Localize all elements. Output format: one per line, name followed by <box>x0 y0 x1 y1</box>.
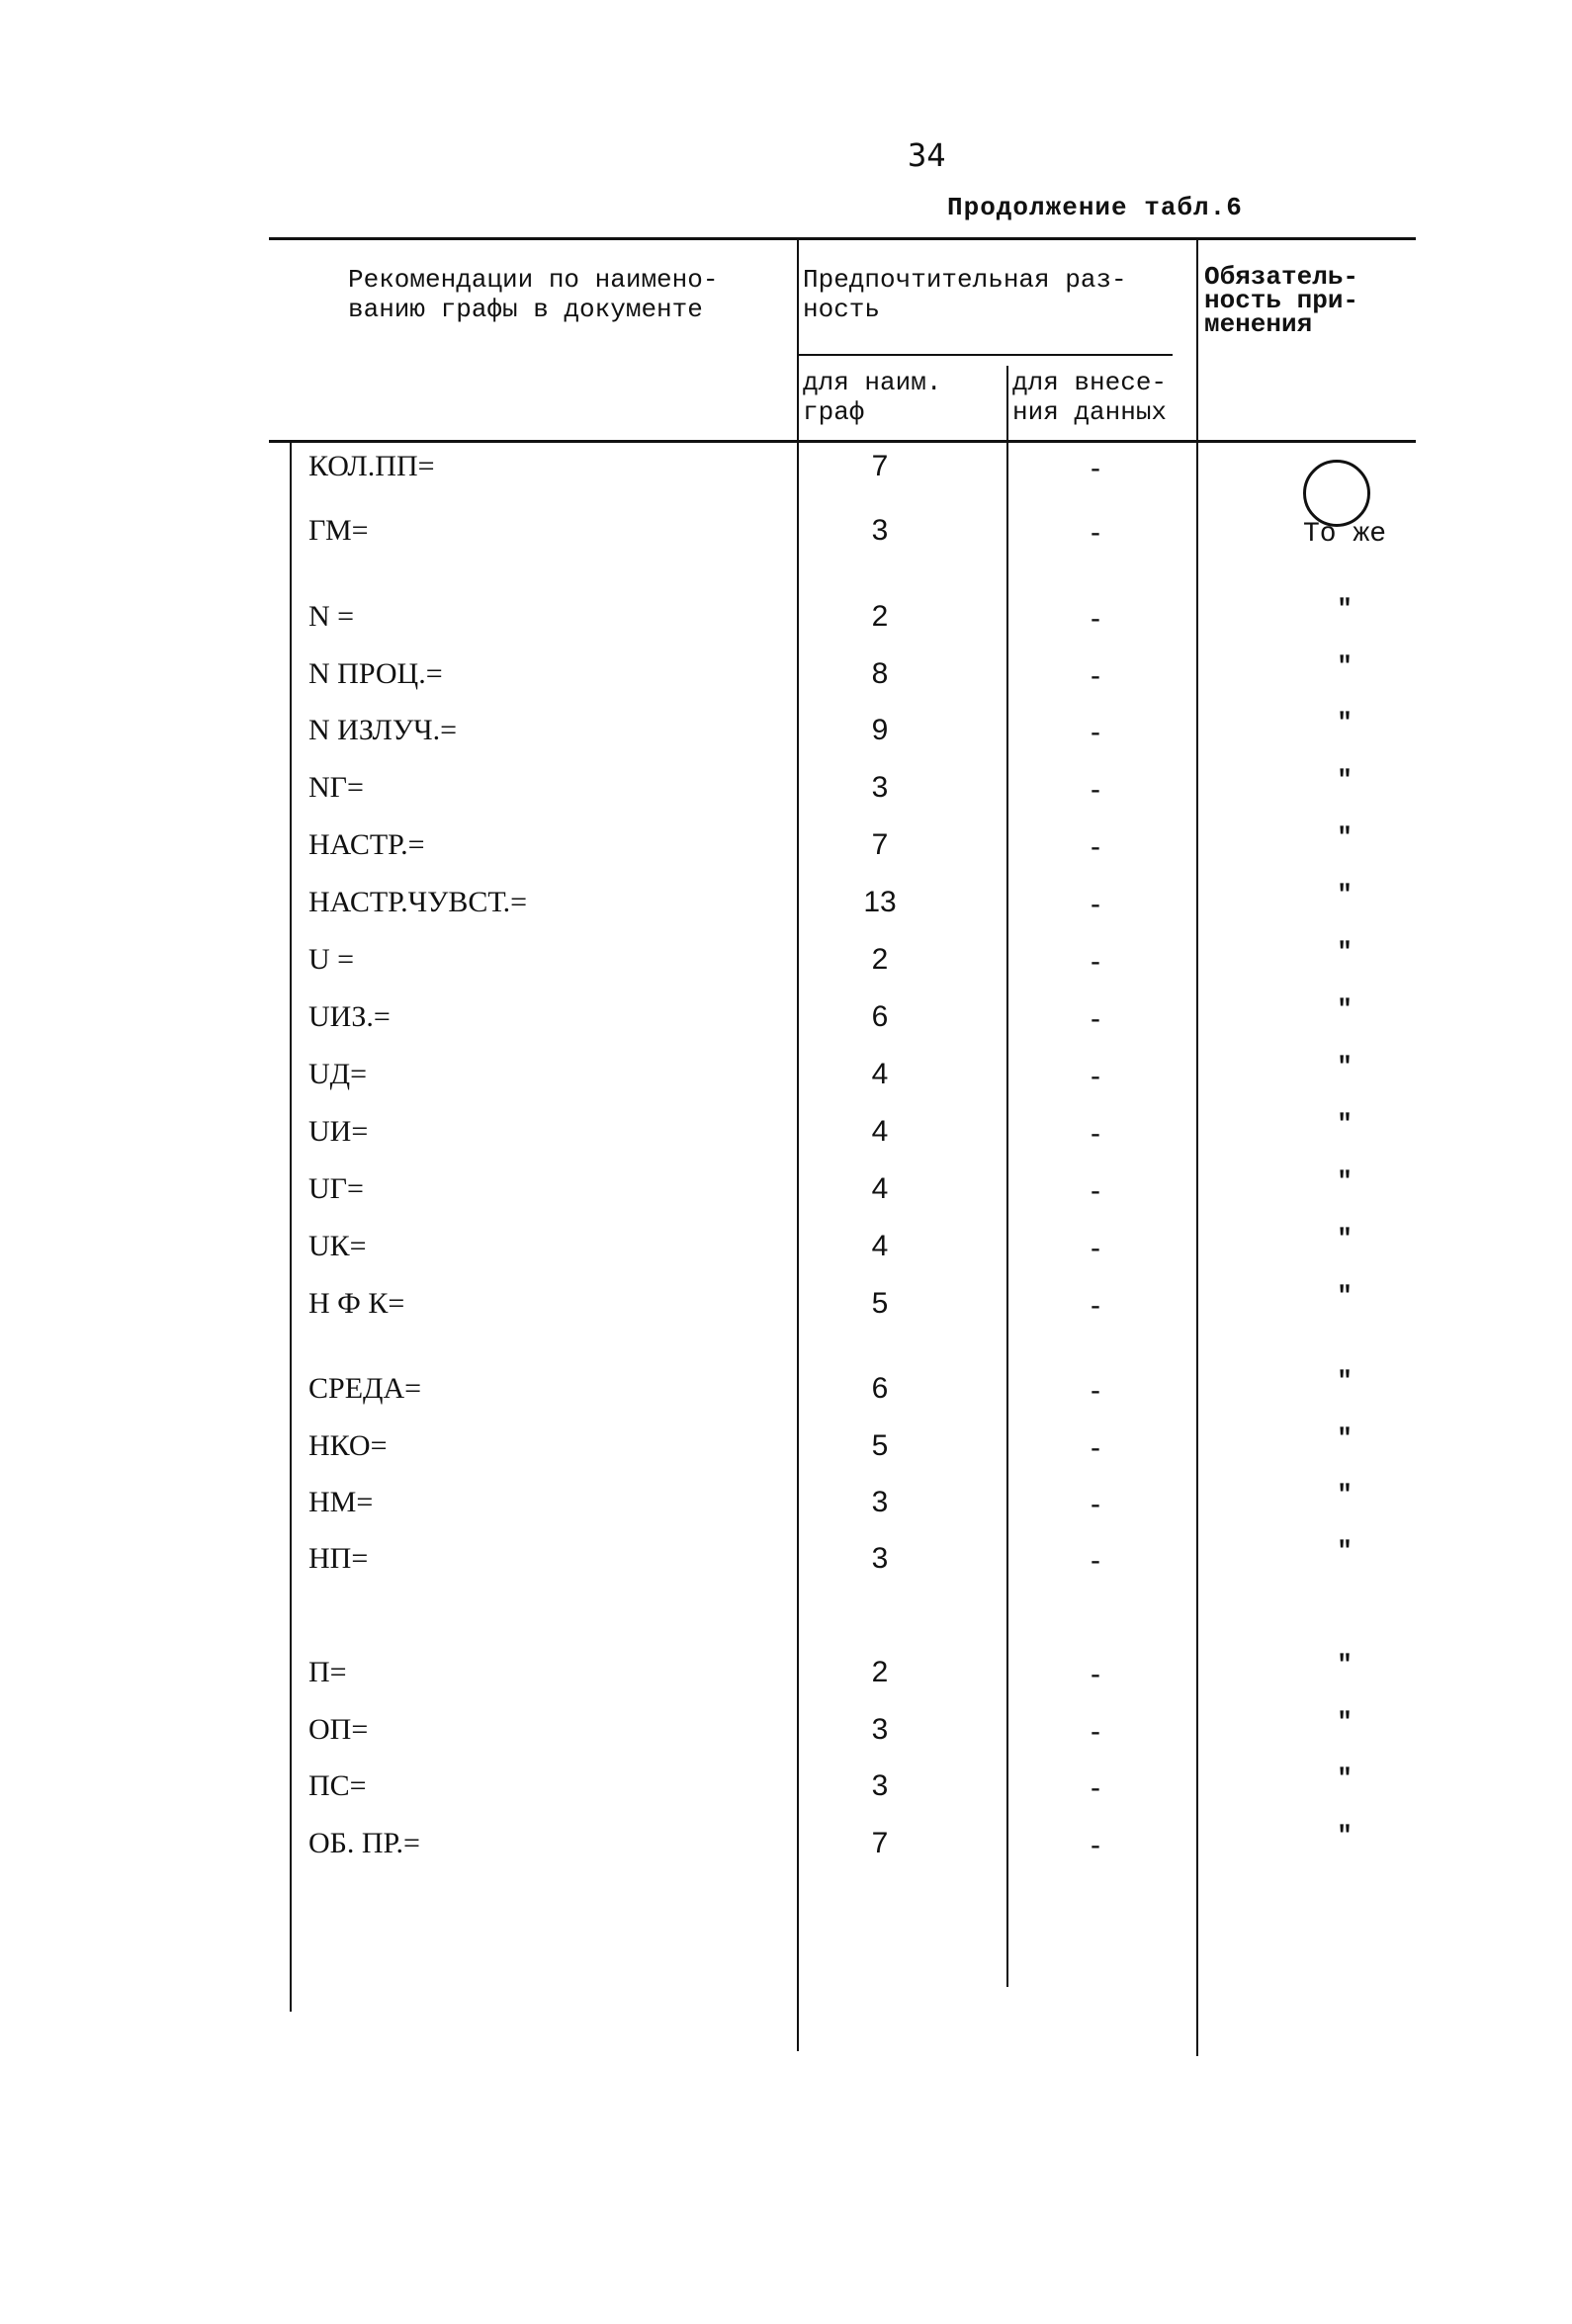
row-width-names: 13 <box>863 886 897 918</box>
column-divider-4 <box>1196 237 1198 2056</box>
row-obligation-ditto: " <box>1337 651 1353 681</box>
row-width-data: - <box>1091 888 1100 920</box>
subheader-rule <box>797 354 1173 356</box>
header-bottom-rule <box>269 440 1416 443</box>
row-obligation-ditto: " <box>1337 765 1353 795</box>
row-obligation-ditto: " <box>1337 1821 1353 1851</box>
row-width-data: - <box>1091 1002 1100 1035</box>
circle-mark <box>1303 460 1370 527</box>
row-width-names: 3 <box>871 1713 889 1746</box>
row-name: NГ= <box>308 771 364 804</box>
row-width-names: 7 <box>871 450 889 482</box>
row-width-names: 4 <box>871 1230 889 1262</box>
row-name: П= <box>308 1656 347 1688</box>
row-width-names: 5 <box>871 1287 889 1320</box>
page-number: 34 <box>908 136 946 174</box>
row-obligation-ditto: " <box>1337 708 1353 737</box>
row-obligation-ditto: " <box>1337 1281 1353 1311</box>
row-name: ОБ. ПР.= <box>308 1827 420 1859</box>
header-col-preferred-width: Предпочтительная раз- ность <box>803 265 1127 324</box>
row-width-data: - <box>1091 773 1100 806</box>
row-width-data: - <box>1091 516 1100 549</box>
row-width-data: - <box>1091 1374 1100 1407</box>
row-width-data: - <box>1091 1488 1100 1520</box>
row-name: НП= <box>308 1542 369 1575</box>
row-width-data: - <box>1091 1060 1100 1092</box>
row-width-data: - <box>1091 945 1100 978</box>
same-mark: То же <box>1302 519 1386 550</box>
row-name: UД= <box>308 1058 368 1090</box>
row-obligation-ditto: " <box>1337 1764 1353 1793</box>
row-name: N ИЗЛУЧ.= <box>308 714 458 746</box>
row-width-names: 2 <box>871 600 889 633</box>
row-width-data: - <box>1091 602 1100 635</box>
row-obligation-ditto: " <box>1337 994 1353 1024</box>
row-name: U = <box>308 943 355 976</box>
row-name: НАСТР.= <box>308 828 425 861</box>
row-width-names: 9 <box>871 714 889 746</box>
row-name: N ПРОЦ.= <box>308 657 443 690</box>
header-col-for-names: для наим. граф <box>803 368 942 427</box>
row-obligation-ditto: " <box>1337 1166 1353 1196</box>
row-name: НАСТР.ЧУВСТ.= <box>308 886 528 918</box>
row-width-names: 6 <box>871 1372 889 1405</box>
row-width-data: - <box>1091 1544 1100 1577</box>
row-width-data: - <box>1091 1232 1100 1264</box>
row-width-names: 4 <box>871 1058 889 1090</box>
row-width-data: - <box>1091 1829 1100 1861</box>
row-width-names: 3 <box>871 1769 889 1802</box>
row-width-data: - <box>1091 716 1100 748</box>
row-obligation-ditto: " <box>1337 1109 1353 1139</box>
row-obligation-ditto: " <box>1337 1536 1353 1566</box>
row-width-names: 3 <box>871 514 889 547</box>
row-width-names: 6 <box>871 1000 889 1033</box>
row-width-data: - <box>1091 1771 1100 1804</box>
row-name: КОЛ.ПП= <box>308 450 435 482</box>
row-width-names: 7 <box>871 1827 889 1859</box>
row-width-data: - <box>1091 1715 1100 1748</box>
row-width-names: 4 <box>871 1115 889 1148</box>
row-obligation-ditto: " <box>1337 1366 1353 1396</box>
row-width-names: 2 <box>871 943 889 976</box>
row-width-names: 8 <box>871 657 889 690</box>
row-width-data: - <box>1091 1431 1100 1464</box>
row-width-names: 7 <box>871 828 889 861</box>
row-name: ОП= <box>308 1713 369 1746</box>
row-name: ГМ= <box>308 514 369 547</box>
row-obligation-ditto: " <box>1337 822 1353 852</box>
row-name: НКО= <box>308 1429 388 1462</box>
row-name: ПС= <box>308 1769 367 1802</box>
row-width-data: - <box>1091 1289 1100 1322</box>
row-obligation-ditto: " <box>1337 1224 1353 1253</box>
row-width-names: 2 <box>871 1656 889 1688</box>
row-width-names: 3 <box>871 771 889 804</box>
row-name: UИЗ.= <box>308 1000 391 1033</box>
row-width-data: - <box>1091 1117 1100 1150</box>
row-name: Н Ф К= <box>308 1287 405 1320</box>
column-divider-1 <box>290 440 292 2012</box>
header-col-name: Рекомендации по наимено- ванию графы в документе <box>348 265 719 324</box>
row-width-names: 3 <box>871 1542 889 1575</box>
row-name: N = <box>308 600 355 633</box>
row-width-data: - <box>1091 1174 1100 1207</box>
row-name: UГ= <box>308 1172 364 1205</box>
row-width-data: - <box>1091 659 1100 692</box>
row-obligation-ditto: " <box>1337 937 1353 967</box>
row-obligation-ditto: " <box>1337 1480 1353 1509</box>
row-width-data: - <box>1091 1658 1100 1690</box>
row-obligation-ditto: " <box>1337 1423 1353 1453</box>
row-width-names: 4 <box>871 1172 889 1205</box>
row-width-names: 3 <box>871 1486 889 1518</box>
row-obligation-ditto: " <box>1337 880 1353 909</box>
table-continuation-caption: Продолжение табл.6 <box>947 193 1243 222</box>
header-col-for-data: для внесе- ния данных <box>1012 368 1168 427</box>
table-top-rule <box>269 237 1416 240</box>
row-width-names: 5 <box>871 1429 889 1462</box>
header-col-obligation: Обязатель- ность при- менения <box>1204 262 1359 339</box>
row-width-data: - <box>1091 830 1100 863</box>
row-obligation-ditto: " <box>1337 594 1353 624</box>
row-name: UИ= <box>308 1115 369 1148</box>
row-obligation-ditto: " <box>1337 1650 1353 1679</box>
row-name: UК= <box>308 1230 367 1262</box>
row-obligation-ditto: " <box>1337 1052 1353 1081</box>
row-name: СРЕДА= <box>308 1372 422 1405</box>
row-width-data: - <box>1091 452 1100 484</box>
row-obligation-ditto: " <box>1337 1707 1353 1737</box>
row-name: НМ= <box>308 1486 374 1518</box>
